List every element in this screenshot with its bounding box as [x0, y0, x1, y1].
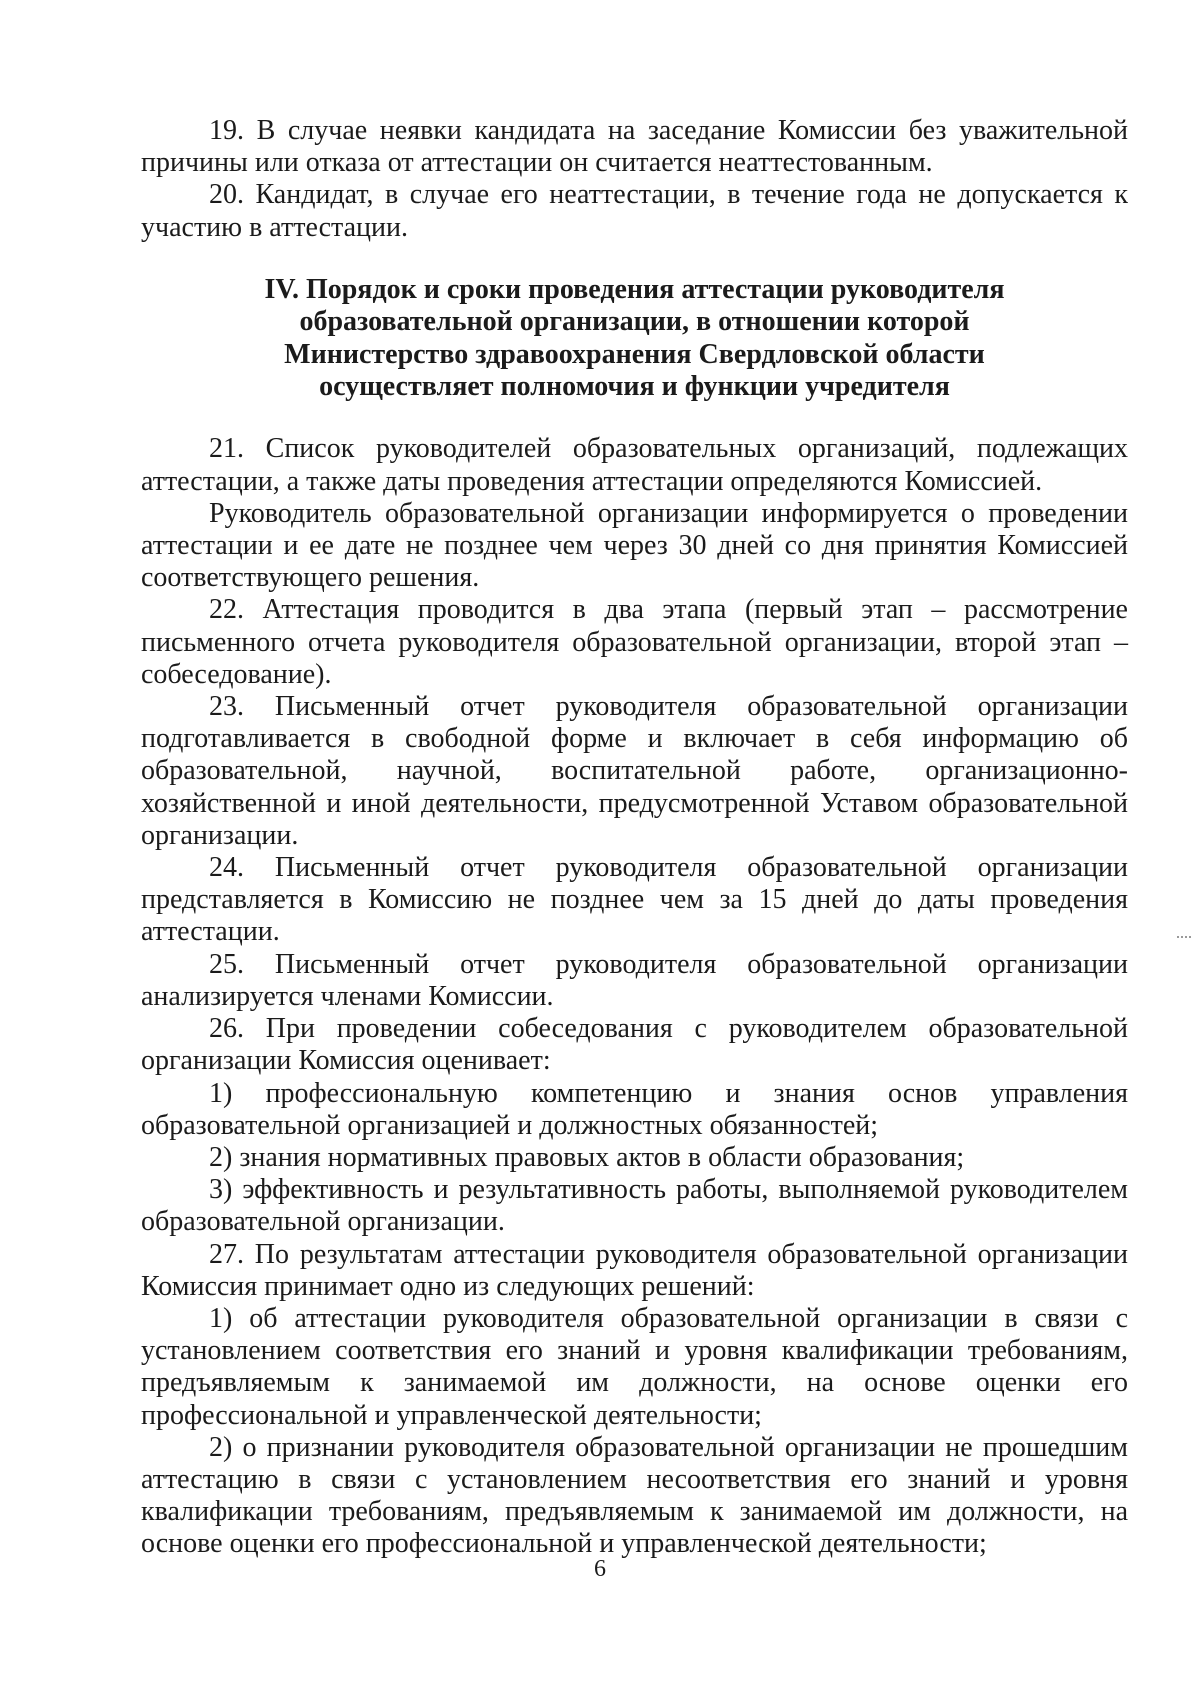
- section-heading: [141, 274, 1128, 404]
- paragraph-24: 24. Письменный отчет руководителя образовательной организации представляется в Комиссию не позднее чем за 15 дней до даты проведения аттестации.: [141, 852, 1128, 948]
- paragraph-27-item-1: 1) об аттестации руководителя образовательной организации в связи с установлением соответствия его знаний и уровня квалификации требованиям, предъявляемым к занимаемой им должности, на основе оценки его профессиональной и управленческой деятельности;: [141, 1302, 1128, 1431]
- page-number: 6: [594, 1556, 606, 1582]
- paragraph-27-item-2: 2) о признании руководителя образовательной организации не прошедшим аттестацию в связи с установлением несоответствия его знаний и уровня квалификации требованиям, предъявляемым к занимаемой им должности, на основе оценки его профессиональной и управленческой деятельности;: [141, 1431, 1128, 1560]
- paragraph-23: 23. Письменный отчет руководителя образовательной организации подготавливается в свободной форме и включает в себя информацию об образовательной, научной, воспитательной работе, организационно-хозяйственной и иной деятельности, предусмотренной Уставом образовательной организации.: [141, 691, 1128, 851]
- paragraph-26-item-2: 2) знания нормативных правовых актов в области образования;: [209, 1141, 965, 1173]
- section-heading-line: IV. Порядок и сроки проведения аттестации руководителя: [264, 273, 1005, 305]
- scan-artifact: [1177, 936, 1193, 938]
- paragraph-20: 20. Кандидат, в случае его неаттестации, в течение года не допускается к участию в аттестации.: [141, 179, 1128, 243]
- paragraph-26-item-1: 1) профессиональную компетенцию и знания основ управления образовательной организацией и должностных обязанностей;: [141, 1077, 1128, 1141]
- section-heading-line: осуществляет полномочия и функции учредителя: [319, 371, 950, 403]
- paragraph-27: 27. По результатам аттестации руководителя образовательной организации Комиссия принимает одно из следующих решений:: [141, 1238, 1128, 1302]
- paragraph-26: 26. При проведении собеседования с руководителем образовательной организации Комиссия оценивает:: [141, 1013, 1128, 1077]
- paragraph-25: 25. Письменный отчет руководителя образовательной организации анализируется членами Комиссии.: [141, 948, 1128, 1012]
- paragraph-19: 19. В случае неявки кандидата на заседание Комиссии без уважительной причины или отказа от аттестации он считается неаттестованным.: [141, 115, 1128, 179]
- section-heading-line: образовательной организации, в отношении которой: [299, 306, 970, 338]
- paragraph-26-item-3: 3) эффективность и результативность работы, выполняемой руководителем образовательной организации.: [141, 1174, 1128, 1238]
- paragraph-21: 21. Список руководителей образовательных организаций, подлежащих аттестации, а также даты проведения аттестации определяются Комиссией.: [141, 433, 1128, 497]
- paragraph-22: 22. Аттестация проводится в два этапа (первый этап – рассмотрение письменного отчета руководителя образовательной организации, второй этап – собеседование).: [141, 594, 1128, 690]
- paragraph-21-notification: Руководитель образовательной организации информируется о проведении аттестации и ее дате не позднее чем через 30 дней со дня принятия Комиссией соответствующего решения.: [141, 497, 1128, 594]
- document-page: [141, 115, 1128, 1561]
- section-heading-line: Министерство здравоохранения Свердловской области: [284, 338, 985, 370]
